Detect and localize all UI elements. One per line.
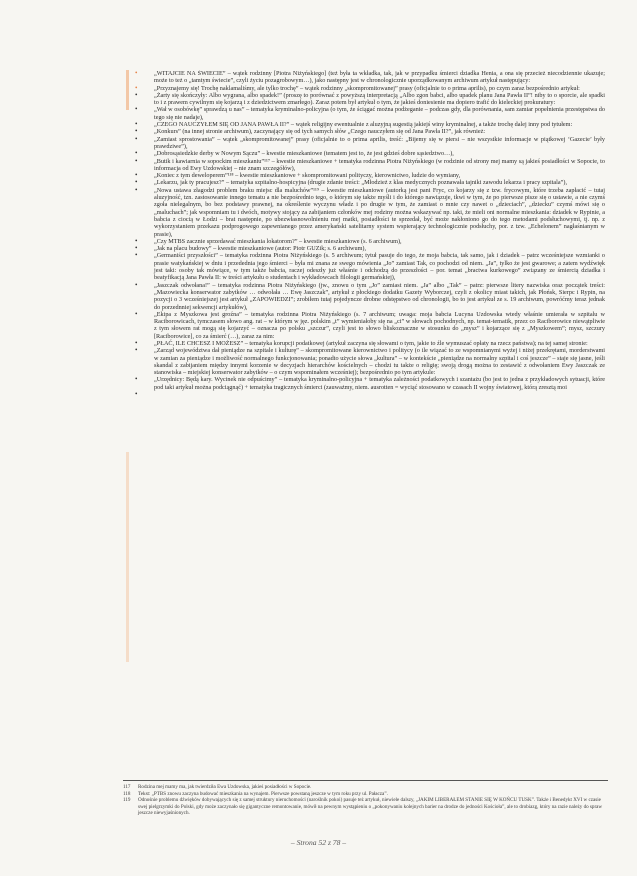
bullet-icon: • (135, 83, 138, 92)
bullet-icon: • (135, 105, 138, 114)
list-item: • „Konkurs” (na innej stronie archiwum), zaczynający się od tych samych słów „Czego nauczyłem się od Jana Pawła II?”, jak również: (135, 127, 486, 136)
list-item: • „Jaszczak odwołana!” – tematyka rodzinna Piotra Niżyńskiego (jw., znowu o tym „Jo” zamiast niem. „Ja” albo „Tak” – patrz: pierwsze litery nazwiska oraz początek treści: „Mazowiecka konserwator zabytków … odwołała … Ewę Jaszczak”, artykuł z płockiego dodatku Gazety Wyborczej, czyli z okolicy miast takich, jak Płońsk, Sierpc i Rypin, na pozycji o 3 wcześniejszej jest artykuł „ZAPOWIEDZI”; zrobiłem tutaj pojedyncze drobne odstępstwo od chronologii, bo to jest artykuł ze s. 19 archiwum, powróćmy teraz jednak do porzednniej sekwencji artykułów), (135, 280, 605, 311)
bullet-icon: • (135, 244, 138, 253)
bullet-icon: • (135, 185, 138, 194)
bullet-icon: • (135, 375, 138, 384)
footnote: 118 Tekst: „PTBS znowu zaczyna budować mieszkania na wynajem. Pierwsze powstaną jeszcze w tym roku przy ul. Pałacza”. (123, 790, 388, 797)
list-item: • „Przyznajemy się! Trochę naklamaliśmy, ale tylko trochę” – wątek rodzinny „skompromitowanej” prasy (oficjalnie to o prima aprilis), po czym zaraz bezpośrednio artykuł: (135, 83, 580, 92)
bullet-icon: • (135, 156, 138, 165)
page-number: – Strona 52 z 78 – (290, 838, 347, 847)
list-item: • „Lekarzu, jak ty pracujesz?” – tematyka szpitalno-hospicyjna (drugie zdanie treści: „Młodzież z klas medycznych poznawała tajniki zawodu lekarza i pracy szpitala”), (135, 178, 568, 187)
bullet-icon: • (135, 178, 138, 187)
list-item: • „Germaniści przyszłości” – tematyka rodzinna Piotra Niżyńskiego (s. 5 archiwum; tytuł pasuje do tego, że moja babcia, tak samo, jak i dziadek – patrz wcześniejsze wzmianki o prasie watykańskiej w dniu i przedednia jego śmierci – była mi znana ze swego mówienia „Jo” zamiast Tak, co pochodzi od niem. „Ja”, tylko że jest gwarowe; a zatem wydźwięk jest taki: osoby tak mówiące, w tym także babcia, raczej odeszły już właśnie i odchodzą do przeszłości – por. temat „bractwa kurkowego” związany ze śmiercią dziadka i beatyfikacją Jana Pawła II: w treści artykułu o studentach i wykładowcach filologii germańskiej), (135, 251, 605, 282)
bullet-icon: • (135, 346, 138, 355)
list-item: • „Żarty się skończyły: Albo wygrana, albo spadek!” (proszę to porównać z powyższą interpretacją „Albo zgon babci, albo upadek planu Jana Pawła II”! niby to o sporcie, ale spadki to i z prawem cywilnym się kojarzą i z dziedzictwem zmarłego). Zaraz potem był artykuł o tym, że jakieś doniesienie ma dopiero trafić do kieleckiej prokuratury: (135, 90, 605, 107)
footnote: 117 Rodzina mej mamy ma, jak twierdziła Ewa Uzdowska, jakieś posiadłości w Sopocie. (123, 784, 312, 790)
bullet-icon: • (135, 251, 138, 260)
margin-highlight-mark (126, 70, 129, 110)
bullet-icon: • (135, 236, 138, 245)
list-item: • „PŁAĆ, ILE CHCESZ I MOŻESZ” – tematyka korupcji podatkowej (artykuł zaczyna się słowami o tym, jakie to źle wymuszać opłaty na rzecz państwa); na tej samej stronie: (135, 338, 588, 347)
bullet-icon: • (135, 134, 138, 143)
bullet-icon: • (135, 120, 138, 129)
bullet-icon: • (135, 70, 138, 77)
footnotes (123, 780, 608, 817)
list-item: • „Zarząd województwa dał pieniądze na szpitale i kulturę” – skompromitowane kierownictwo i politycy (o ile wiązać to ze wspomnianymi wyżej i niżej przekrętami, morderstwami w zamian za pieniądze i możliwość normalnego funkcjonowania; ponadto użycie słowa „kultura” – w kontekście „pieniądze na normalny szpital i coś jeszcze” – staje się jasne, jeśli skandal z zabijaniem między innymi korzenie w decyzjach hierarchów kościelnych – chodzi tu także o religię; swoją drogą można to zestawić z odwołaniem Ewy Jaszczak ze stanowiska – miejskiej konserwator zabytków – o czym wspominałem wcześniej); bezpośrednio po tym artykule: (135, 346, 605, 377)
bullet-icon: • (135, 280, 138, 289)
list-item: • „Jak na placu budowy” – kwestie mieszkaniowe (autor: Piotr GUZik; s. 6 archiwum), (135, 244, 367, 253)
list-item: • „CZEGO NAUCZYŁEM SIĘ OD JANA PAWŁA II?” – wątek religijny ewentualnie z aluzyjną sugestią jakiejś winy kryminalnej, a także trochę dalej inny pod tytułem: (135, 120, 573, 129)
list-item: • „Koniec z tym deweloperem”¹¹⁸ – kwestie mieszkaniowe + skompromitowani polityczy, kierownictwo, ludzie do wymiany, (135, 171, 461, 180)
bullet-icon: • (135, 149, 138, 158)
list-item: • „Urzędnicy: Będą kary. Wycinek nie odpuścimy” – tematyka kryminalno-policyjna + tematyka zależności podatkowych i szantażu (bo jest to jedna z przykładowych sytuacji, które pod taki artykuł można podciągnąć) + tematyka tragicznych śmierci (zauważmy, niem. ausrotten = wyciąć stosowano w czasach II wojny światowej, którą zresztą moi (135, 375, 605, 391)
bullet-icon: • (135, 127, 138, 136)
footnote: 119 Odnośnie problemu dźwięków dobywających się z samej struktury nieruchomości (naroślnik pokoi) pasuje też artykuł, niewiele dalszy, „JAKIM LIBERAŁEM STANIE SIĘ W KOŃCU TUSK”. Także i Benedykt XVI w czasie swej pielgrzymki do Polski, gdy może zaczynało się gigantyczne remontowanie, mówił na pewnym wystąpieniu o „pokonywaniu kolejnych barier na drodze do jedności Kościoła”, ale to drobiazg, który na razie należy do spraw jeszcze niewyjaśnionych. (123, 797, 603, 817)
bullet-icon: • (135, 390, 138, 399)
margin-highlight-mark (126, 452, 129, 662)
list-item: • „WITAJCIE NA ŚWIECIE” – wątek rodzinny [Piotra Niżyńskiego] (też była ta wkładka, tak, jak w przypadku śmierci dziadka Henia, a ona się przecież niecodziennie ukazuje; może to też o „tamtym świecie”, czyli życiu pozagrobowym…), jako następny jest w chronologicznie uporządkowanym archiwum artykuł następujący: (135, 70, 605, 85)
list-item: • „Zamiast sprostowania” – wątek „skompromitowanej” prasy (oficjalnie to o prima aprilis, treść: „Bijemy się w piersi – nie wszystkie informacje w piątkowej ‘Gazecie’ były prawdziwe”), (135, 134, 605, 150)
list-item: • „Czy MTBS zacznie sprzedawać mieszkania lokatorom?” – kwestie mieszkaniowe (s. 6 archiwum), (135, 236, 402, 245)
bullet-icon: • (135, 338, 138, 347)
list-item: • „Butik i kawiarnia w sopockim mieszkaniu”¹¹⁷ – kwestie mieszkaniowe + tematyka rodzinna Piotra Niżyńskiego (w rodzinie od strony mej mamy są jakieś posiadłości w Sopocie, to informacja od Ewy Uzdowskiej – nie znam szczegółów), (135, 156, 605, 172)
list-item: • „Ekipa z Myszkowa jest groźna” – tematyka rodzinna Piotra Niżyńskiego (s. 7 archiwum; uwaga: moja babcia Lucyna Uzdowska wtedy właśnie umierała w szpitalu w Raciborowicach, tymczasem słowo ang. rat – w którym w jęz. polskim „t” wymieniałoby się na „ci” w słowach pochodnych, np. temat-tematik, przez co Raciborowice niewątpliwie z tym słowem rat mogą się kojarzyć – oznacza po polsku „szczur”, czyli jest to słowo bliskoznaczne w stosunku do „mysz” i kojarzące się z „Myszkowem”; mysz, szczury [Raciborowice], co za śmierć (…), zaraz za nim: (135, 309, 605, 340)
list-item: • „Nowa ustawa złagodzi problem braku miejsc dla maluchów”¹¹⁹ – kwestie mieszkaniowe (autorką jest pani Fryc, co kojarzy się z tzw. frycowym, które trzeba zapłacić – tutaj aluzyjność, tzn. zastosowanie innego tematu a nie bezpośrednio tego, o którym się także myśli i do którego nawiązuje, tkwi w tym, że po pierwsze pisze się o ustawie, a nie czymś zgoła nielegalnym, bo bez podstawy prawnej, na określenie wyczynu władz i po drugie w tym, że zamiast o mnie czy nawet o „dzieciach”, „dziecku” czymś mówi się o „maluchach”; jak wspomniam tu i dwóch, motywy stojący za zabijaniem członków mej rodziny można wskazywać np. taki, że mieli oni normalne mieszkania: dziadek w Rypinie, a babcia z ciocią w Łodzi – brat następnie, po ubezwłasnowolnieniu mej matki, posiadłości te sprzedał, być może nakłoniono go do tego metodami podsłuchowymi, tj. np. z wykorzystaniem przekazu podprogowego zapewnianego przez amerykański satelitarny system wspierający technologicznie podsłuchy, por. z tzw. „Echelonem” nagłaśnianym w prasie), (135, 185, 605, 238)
entry-list (135, 70, 605, 750)
bullet-icon: • (135, 309, 138, 318)
bullet-icon: • (135, 90, 138, 99)
bullet-icon: • (135, 171, 138, 180)
list-item: • „Dobrosąsiedzkie derby w Nowym Sączu” – kwestie mieszkaniowe (tematem jest to, że jest gdzieś dobre sąsiedztwo…), (135, 149, 454, 158)
list-item: • „Wał w osobówkę” sprawdzą u nas” – tematyka kryminalno-policyjna (o tym, że ściągać można podżeganie – podczas gdy, dla porównania, sam zamiar popełnienia przestępstwa do tego się nie nadaje), (135, 105, 605, 121)
